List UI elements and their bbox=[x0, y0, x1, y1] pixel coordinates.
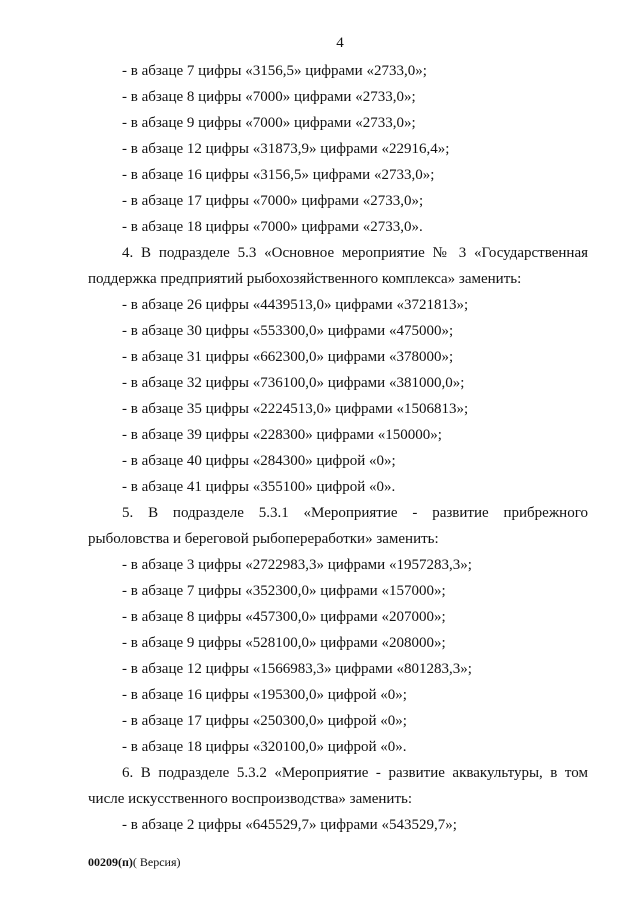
amendment-list-1 bbox=[88, 58, 588, 240]
list-item: - в абзаце 16 цифры «195300,0» цифрой «0»; bbox=[122, 687, 407, 703]
list-item: - в абзаце 31 цифры «662300,0» цифрами «378000»; bbox=[122, 349, 454, 365]
list-item: - в абзаце 3 цифры «2722983,3» цифрами «1957283,3»; bbox=[122, 557, 472, 573]
amendment-list-4 bbox=[88, 292, 588, 500]
amendment-list-5 bbox=[88, 552, 588, 760]
document-body bbox=[88, 58, 588, 838]
list-item: - в абзаце 40 цифры «284300» цифрой «0»; bbox=[122, 453, 396, 469]
document-version: ( Версия) bbox=[132, 855, 181, 869]
list-item: - в абзаце 17 цифры «250300,0» цифрой «0»; bbox=[122, 713, 407, 729]
document-footer bbox=[88, 855, 181, 870]
list-item: - в абзаце 17 цифры «7000» цифрами «2733,0»; bbox=[122, 193, 424, 209]
amendment-list-6 bbox=[88, 812, 588, 838]
list-item: - в абзаце 7 цифры «352300,0» цифрами «157000»; bbox=[122, 583, 446, 599]
list-item: - в абзаце 26 цифры «4439513,0» цифрами «3721813»; bbox=[122, 297, 469, 313]
list-item: - в абзаце 18 цифры «7000» цифрами «2733,0». bbox=[122, 219, 423, 235]
list-item: - в абзаце 32 цифры «736100,0» цифрами «381000,0»; bbox=[122, 375, 465, 391]
list-item: - в абзаце 12 цифры «1566983,3» цифрами «801283,3»; bbox=[122, 661, 472, 677]
document-code: 00209(п) bbox=[88, 855, 133, 869]
section-4-heading: 4. В подразделе 5.3 «Основное мероприятие № 3 «Государственная поддержка предприятий рыбохозяйственного комплекса» заменить: bbox=[88, 245, 588, 287]
list-item: - в абзаце 18 цифры «320100,0» цифрой «0». bbox=[122, 739, 407, 755]
list-item: - в абзаце 35 цифры «2224513,0» цифрами «1506813»; bbox=[122, 401, 469, 417]
list-item: - в абзаце 8 цифры «7000» цифрами «2733,0»; bbox=[122, 89, 416, 105]
list-item: - в абзаце 12 цифры «31873,9» цифрами «22916,4»; bbox=[122, 141, 450, 157]
list-item: - в абзаце 30 цифры «553300,0» цифрами «475000»; bbox=[122, 323, 454, 339]
section-5-heading: 5. В подразделе 5.3.1 «Мероприятие - развитие прибрежного рыболовства и береговой рыбопереработки» заменить: bbox=[88, 505, 588, 547]
list-item: - в абзаце 39 цифры «228300» цифрами «150000»; bbox=[122, 427, 442, 443]
list-item: - в абзаце 9 цифры «528100,0» цифрами «208000»; bbox=[122, 635, 446, 651]
section-6-heading: 6. В подразделе 5.3.2 «Мероприятие - развитие аквакультуры, в том числе искусственного воспроизводства» заменить: bbox=[88, 765, 588, 807]
page-number: 4 bbox=[336, 35, 344, 51]
list-item: - в абзаце 41 цифры «355100» цифрой «0». bbox=[122, 479, 396, 495]
list-item: - в абзаце 8 цифры «457300,0» цифрами «207000»; bbox=[122, 609, 446, 625]
list-item: - в абзаце 2 цифры «645529,7» цифрами «543529,7»; bbox=[122, 817, 457, 833]
list-item: - в абзаце 9 цифры «7000» цифрами «2733,0»; bbox=[122, 115, 416, 131]
list-item: - в абзаце 16 цифры «3156,5» цифрами «2733,0»; bbox=[122, 167, 435, 183]
list-item: - в абзаце 7 цифры «3156,5» цифрами «2733,0»; bbox=[122, 63, 427, 79]
